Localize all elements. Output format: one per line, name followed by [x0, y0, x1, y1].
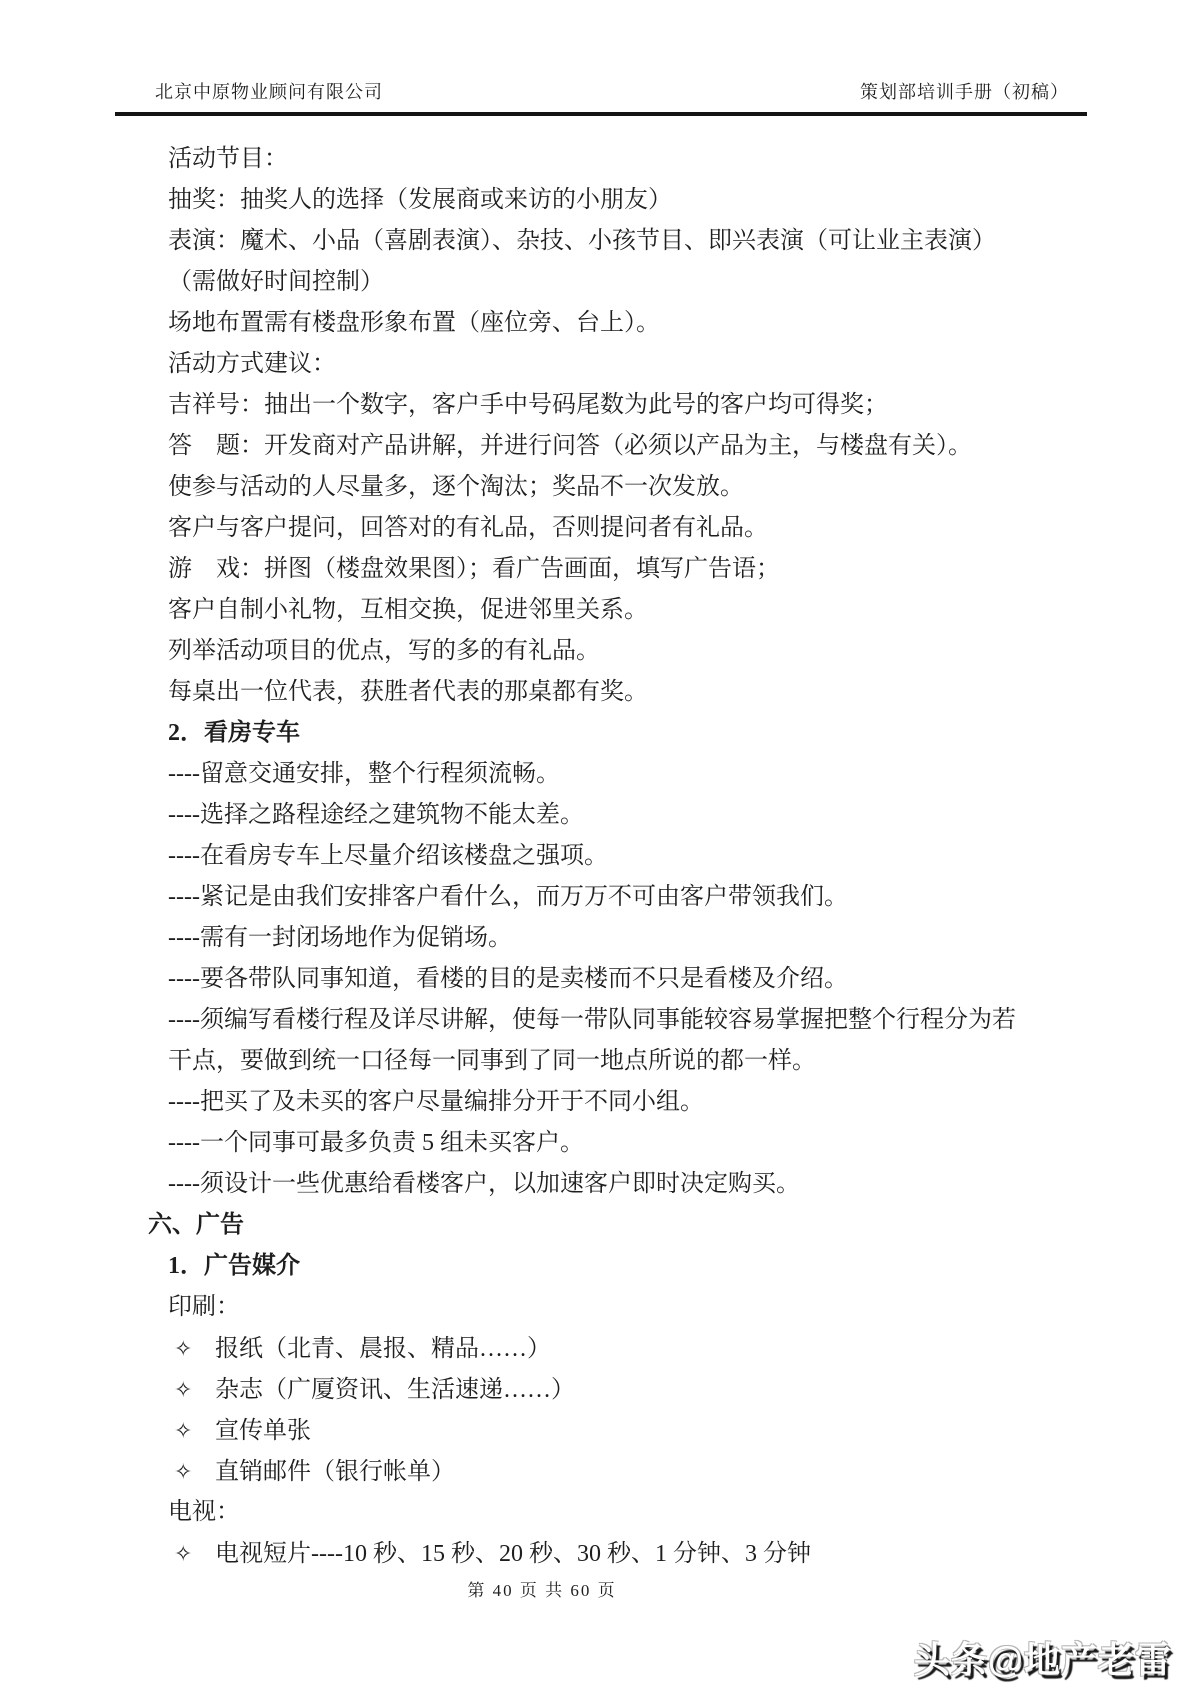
bullet-item-text: 宣传单张 — [215, 1418, 311, 1444]
paragraph-line: 电视： — [168, 1499, 240, 1525]
paragraph-line: ----须设计一些优惠给看楼客户，以加速客户即时决定购买。 — [168, 1171, 800, 1197]
document-body — [148, 139, 1098, 1574]
paragraph-line: ----把买了及未买的客户尽量编排分开于不同小组。 — [168, 1089, 704, 1115]
bullet-item — [168, 1533, 1098, 1574]
paragraph-line: 每桌出一位代表，获胜者代表的那桌都有奖。 — [168, 679, 648, 705]
bullet-item — [168, 1328, 1098, 1369]
paragraph-line: 游 戏：拼图（楼盘效果图）；看广告画面，填写广告语； — [168, 556, 780, 582]
diamond-bullet-icon: ✧ — [174, 1418, 193, 1443]
paragraph-line: 客户与客户提问，回答对的有礼品，否则提问者有礼品。 — [168, 515, 768, 541]
paragraph-line: 吉祥号：抽出一个数字，客户手中号码尾数为此号的客户均可得奖； — [168, 392, 888, 418]
paragraph-line: 客户自制小礼物，互相交换，促进邻里关系。 — [168, 597, 648, 623]
bullet-item — [168, 1410, 1098, 1451]
bullet-item-text: 电视短片----10 秒、15 秒、20 秒、30 秒、1 分钟、3 分钟 — [215, 1541, 811, 1567]
chapter-heading-advertising: 六、广告 — [148, 1212, 244, 1238]
section-heading-ad-media: 1．广告媒介 — [168, 1253, 300, 1279]
header-company-name: 北京中原物业顾问有限公司 — [155, 82, 383, 102]
header-divider — [115, 112, 1087, 116]
bullet-item — [168, 1369, 1098, 1410]
paragraph-line: 活动节目： — [168, 146, 288, 172]
header-doc-title: 策划部培训手册（初稿） — [860, 82, 1069, 102]
page-footer — [0, 1576, 1084, 1601]
diamond-bullet-icon: ✧ — [174, 1459, 193, 1484]
paragraph-line: 干点，要做到统一口径每一同事到了同一地点所说的都一样。 — [168, 1048, 816, 1074]
paragraph-line: 使参与活动的人尽量多，逐个淘汰；奖品不一次发放。 — [168, 474, 744, 500]
paragraph-line: ----须编写看楼行程及详尽讲解，使每一带队同事能较容易掌握把整个行程分为若 — [168, 1007, 1016, 1033]
paragraph-line: 活动方式建议： — [168, 351, 336, 377]
watermark-text: 头条@地产老雷 — [913, 1639, 1172, 1680]
page-header — [115, 78, 1087, 116]
paragraph-line: ----留意交通安排，整个行程须流畅。 — [168, 761, 560, 787]
diamond-bullet-icon: ✧ — [174, 1377, 193, 1402]
paragraph-line: 印刷： — [168, 1294, 240, 1320]
section-heading-viewing-bus: 2．看房专车 — [168, 720, 300, 746]
watermark — [914, 1632, 1172, 1683]
paragraph-line: （需做好时间控制） — [168, 269, 384, 295]
diamond-bullet-icon: ✧ — [174, 1541, 193, 1566]
paragraph-line: ----紧记是由我们安排客户看什么，而万万不可由客户带领我们。 — [168, 884, 848, 910]
bullet-item-text: 杂志（广厦资讯、生活速递……） — [215, 1377, 575, 1403]
paragraph-line: 列举活动项目的优点，写的多的有礼品。 — [168, 638, 600, 664]
paragraph-line: 答 题：开发商对产品讲解，并进行问答（必须以产品为主，与楼盘有关）。 — [168, 433, 972, 459]
bullet-item-text: 直销邮件（银行帐单） — [215, 1459, 455, 1485]
paragraph-line: 表演：魔术、小品（喜剧表演）、杂技、小孩节目、即兴表演（可让业主表演） — [168, 228, 996, 254]
header-row — [115, 78, 1087, 104]
diamond-bullet-icon: ✧ — [174, 1336, 193, 1361]
paragraph-line: ----选择之路程途经之建筑物不能太差。 — [168, 802, 584, 828]
paragraph-line: ----在看房专车上尽量介绍该楼盘之强项。 — [168, 843, 608, 869]
paragraph-line: 抽奖：抽奖人的选择（发展商或来访的小朋友） — [168, 187, 672, 213]
paragraph-line: ----要各带队同事知道，看楼的目的是卖楼而不只是看楼及介绍。 — [168, 966, 848, 992]
bullet-item-text: 报纸（北青、晨报、精品……） — [215, 1336, 551, 1362]
paragraph-line: ----一个同事可最多负责 5 组未买客户。 — [168, 1130, 584, 1156]
paragraph-line: 场地布置需有楼盘形象布置（座位旁、台上）。 — [168, 310, 660, 336]
page-number-label: 第 40 页 共 60 页 — [467, 1581, 617, 1600]
bullet-item — [168, 1451, 1098, 1492]
paragraph-line: ----需有一封闭场地作为促销场。 — [168, 925, 512, 951]
